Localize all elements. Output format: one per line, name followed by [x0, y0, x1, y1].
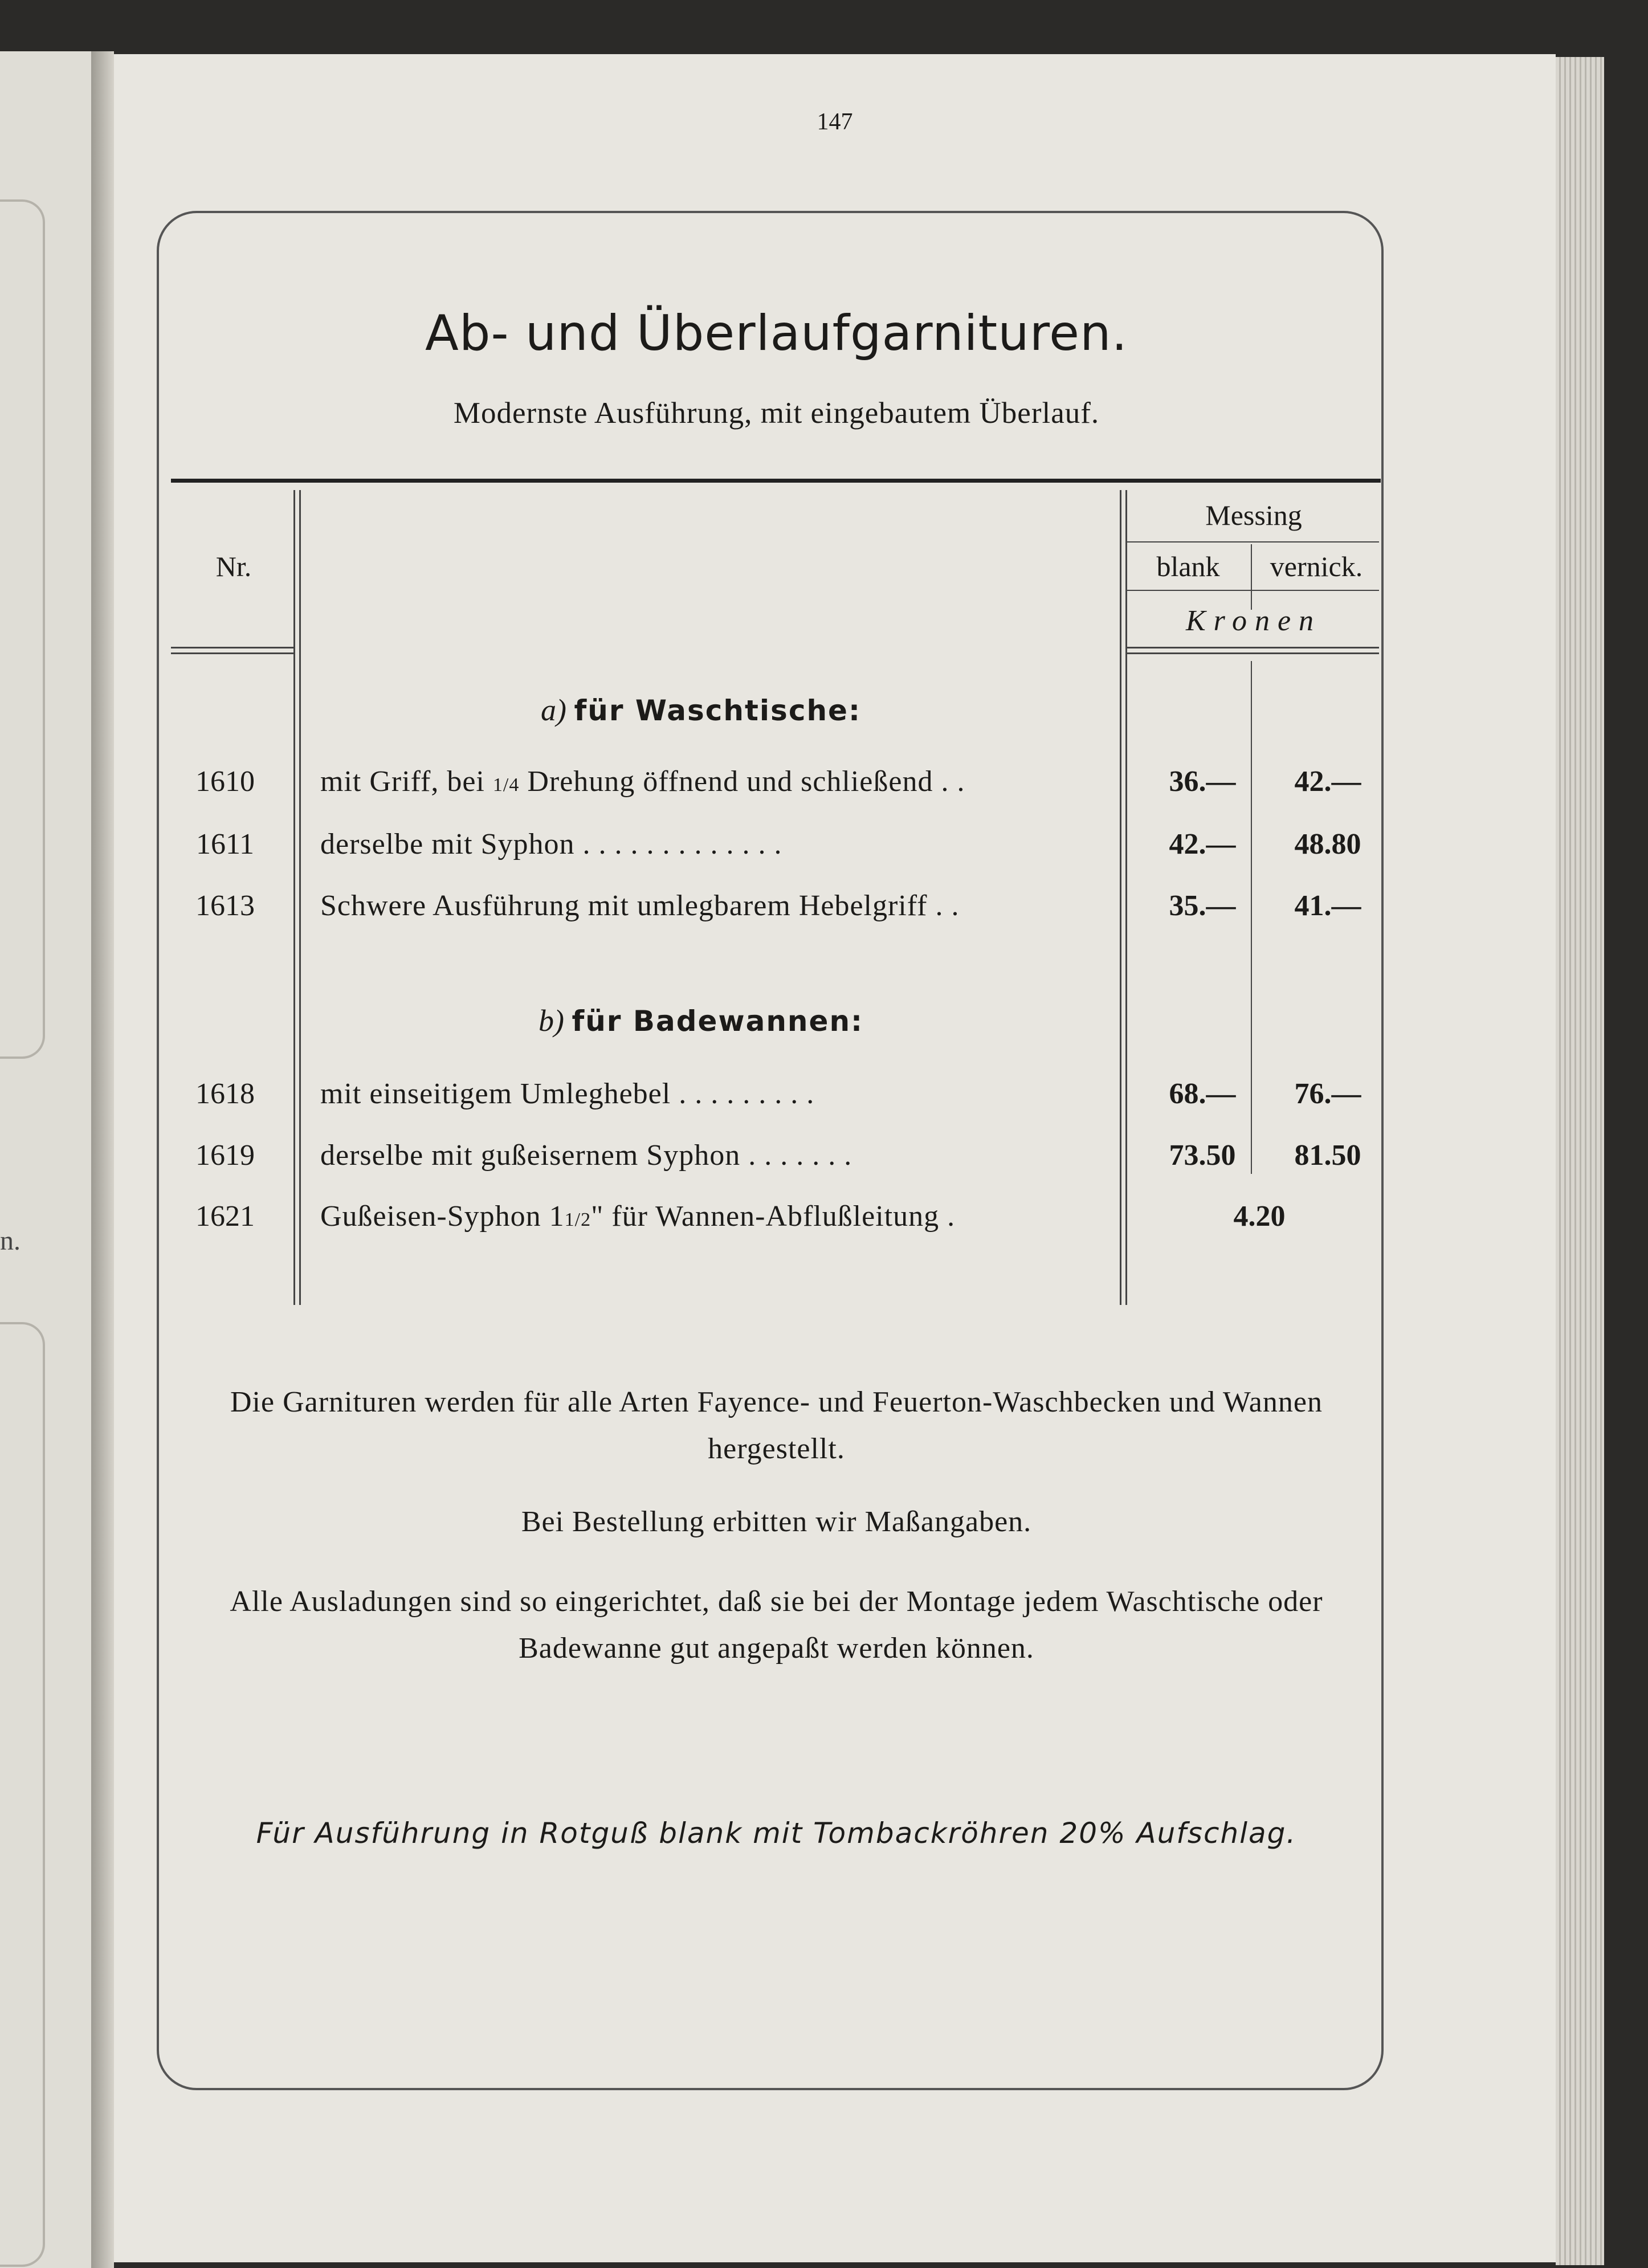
header-nr: Nr. — [215, 550, 252, 582]
messing-underline — [1125, 541, 1379, 542]
item-description — [320, 765, 1141, 798]
price-both-finishes: 4.20 — [1233, 1200, 1286, 1233]
item-number: 1618 — [195, 1078, 255, 1110]
paragraph-garnituren: Die Garnituren werden für alle Arten Fayence- und Feuerton-Waschbecken und Wannen hergestellt. — [230, 1386, 1323, 1465]
table-row — [177, 1200, 1379, 1245]
item-description: Schwere Ausführung mit umlegbarem Hebelgriff . . — [320, 890, 960, 922]
price-blank: 35.— — [1169, 890, 1236, 922]
previous-page-frame-edge-lower — [0, 1322, 45, 2267]
table-row — [177, 827, 1379, 873]
table-row — [177, 1139, 1379, 1184]
fraction: 1/4 — [492, 774, 520, 796]
page-stack-edges — [1556, 57, 1604, 2265]
price-vernick: 81.50 — [1294, 1139, 1361, 1172]
desc-text-after: Drehung öffnend und schließend . . — [519, 765, 965, 798]
page-number: 147 — [817, 109, 853, 135]
item-number: 1621 — [195, 1200, 255, 1233]
price-blank: 73.50 — [1169, 1139, 1236, 1172]
table-top-rule — [171, 479, 1381, 483]
previous-page-text-fragment: n. — [0, 1226, 21, 1256]
previous-page-edge — [0, 51, 95, 2268]
section-label: für Waschtische: — [574, 694, 861, 727]
header-kronen: Kronen — [1185, 605, 1322, 637]
price-vernick: 76.— — [1294, 1078, 1361, 1110]
page-title: Ab- und Überlaufgarnituren. — [425, 305, 1128, 362]
item-number: 1611 — [195, 828, 255, 860]
table-header-rule-left — [171, 647, 295, 648]
desc-text-after: " für Wannen-Abflußleitung . — [591, 1200, 956, 1233]
price-vernick: 48.80 — [1294, 828, 1361, 860]
section-letter: b) — [538, 1004, 564, 1038]
page-subtitle: Modernste Ausführung, mit eingebautem Überlauf. — [453, 397, 1100, 430]
paragraph-ausladungen: Alle Ausladungen sind so eingerichtet, daß sie bei der Montage jedem Waschtische oder Badewanne gut angepaßt werden können. — [230, 1585, 1323, 1665]
header-blank: blank — [1156, 550, 1220, 582]
footnote-rotguss: Für Ausführung in Rotguß blank mit Tombackröhren 20% Aufschlag. — [256, 1817, 1297, 1850]
header-messing: Messing — [1205, 499, 1302, 531]
section-heading-badewannen — [296, 1003, 1106, 1038]
item-description — [320, 1200, 1141, 1233]
desc-text: mit Griff, bei — [320, 765, 493, 798]
desc-text: Gußeisen-Syphon 1 — [320, 1200, 565, 1233]
item-number: 1619 — [195, 1139, 255, 1172]
table-row — [177, 889, 1379, 935]
column-divider-prices — [1251, 544, 1252, 610]
table-row — [177, 765, 1379, 810]
item-description: derselbe mit gußeisernem Syphon . . . . . . . — [320, 1139, 852, 1172]
item-number: 1610 — [195, 765, 255, 798]
price-blank: 36.— — [1169, 765, 1236, 798]
table-row — [177, 1077, 1379, 1123]
section-label: für Badewannen: — [572, 1005, 864, 1038]
item-description: mit einseitigem Umleghebel . . . . . . . . . — [320, 1078, 815, 1110]
section-heading-waschtische — [296, 692, 1106, 728]
item-description: derselbe mit Syphon . . . . . . . . . . . . . — [320, 828, 782, 860]
previous-page-frame-edge — [0, 199, 45, 1059]
book-gutter — [91, 51, 114, 2268]
price-blank: 42.— — [1169, 828, 1236, 860]
price-vernick: 42.— — [1294, 765, 1361, 798]
fraction: 1/2 — [564, 1209, 592, 1230]
price-blank: 68.— — [1169, 1078, 1236, 1110]
header-vernick: vernick. — [1270, 550, 1363, 582]
table-header-rule-right-2 — [1125, 652, 1379, 654]
item-number: 1613 — [195, 890, 255, 922]
table-header-rule-left-2 — [171, 652, 295, 654]
price-vernick: 41.— — [1294, 890, 1361, 922]
paragraph-bestellung: Bei Bestellung erbitten wir Maßangaben. — [521, 1506, 1032, 1538]
blank-vernick-underline — [1125, 590, 1379, 591]
section-letter: a) — [541, 693, 566, 727]
table-header-rule-right — [1125, 647, 1379, 648]
